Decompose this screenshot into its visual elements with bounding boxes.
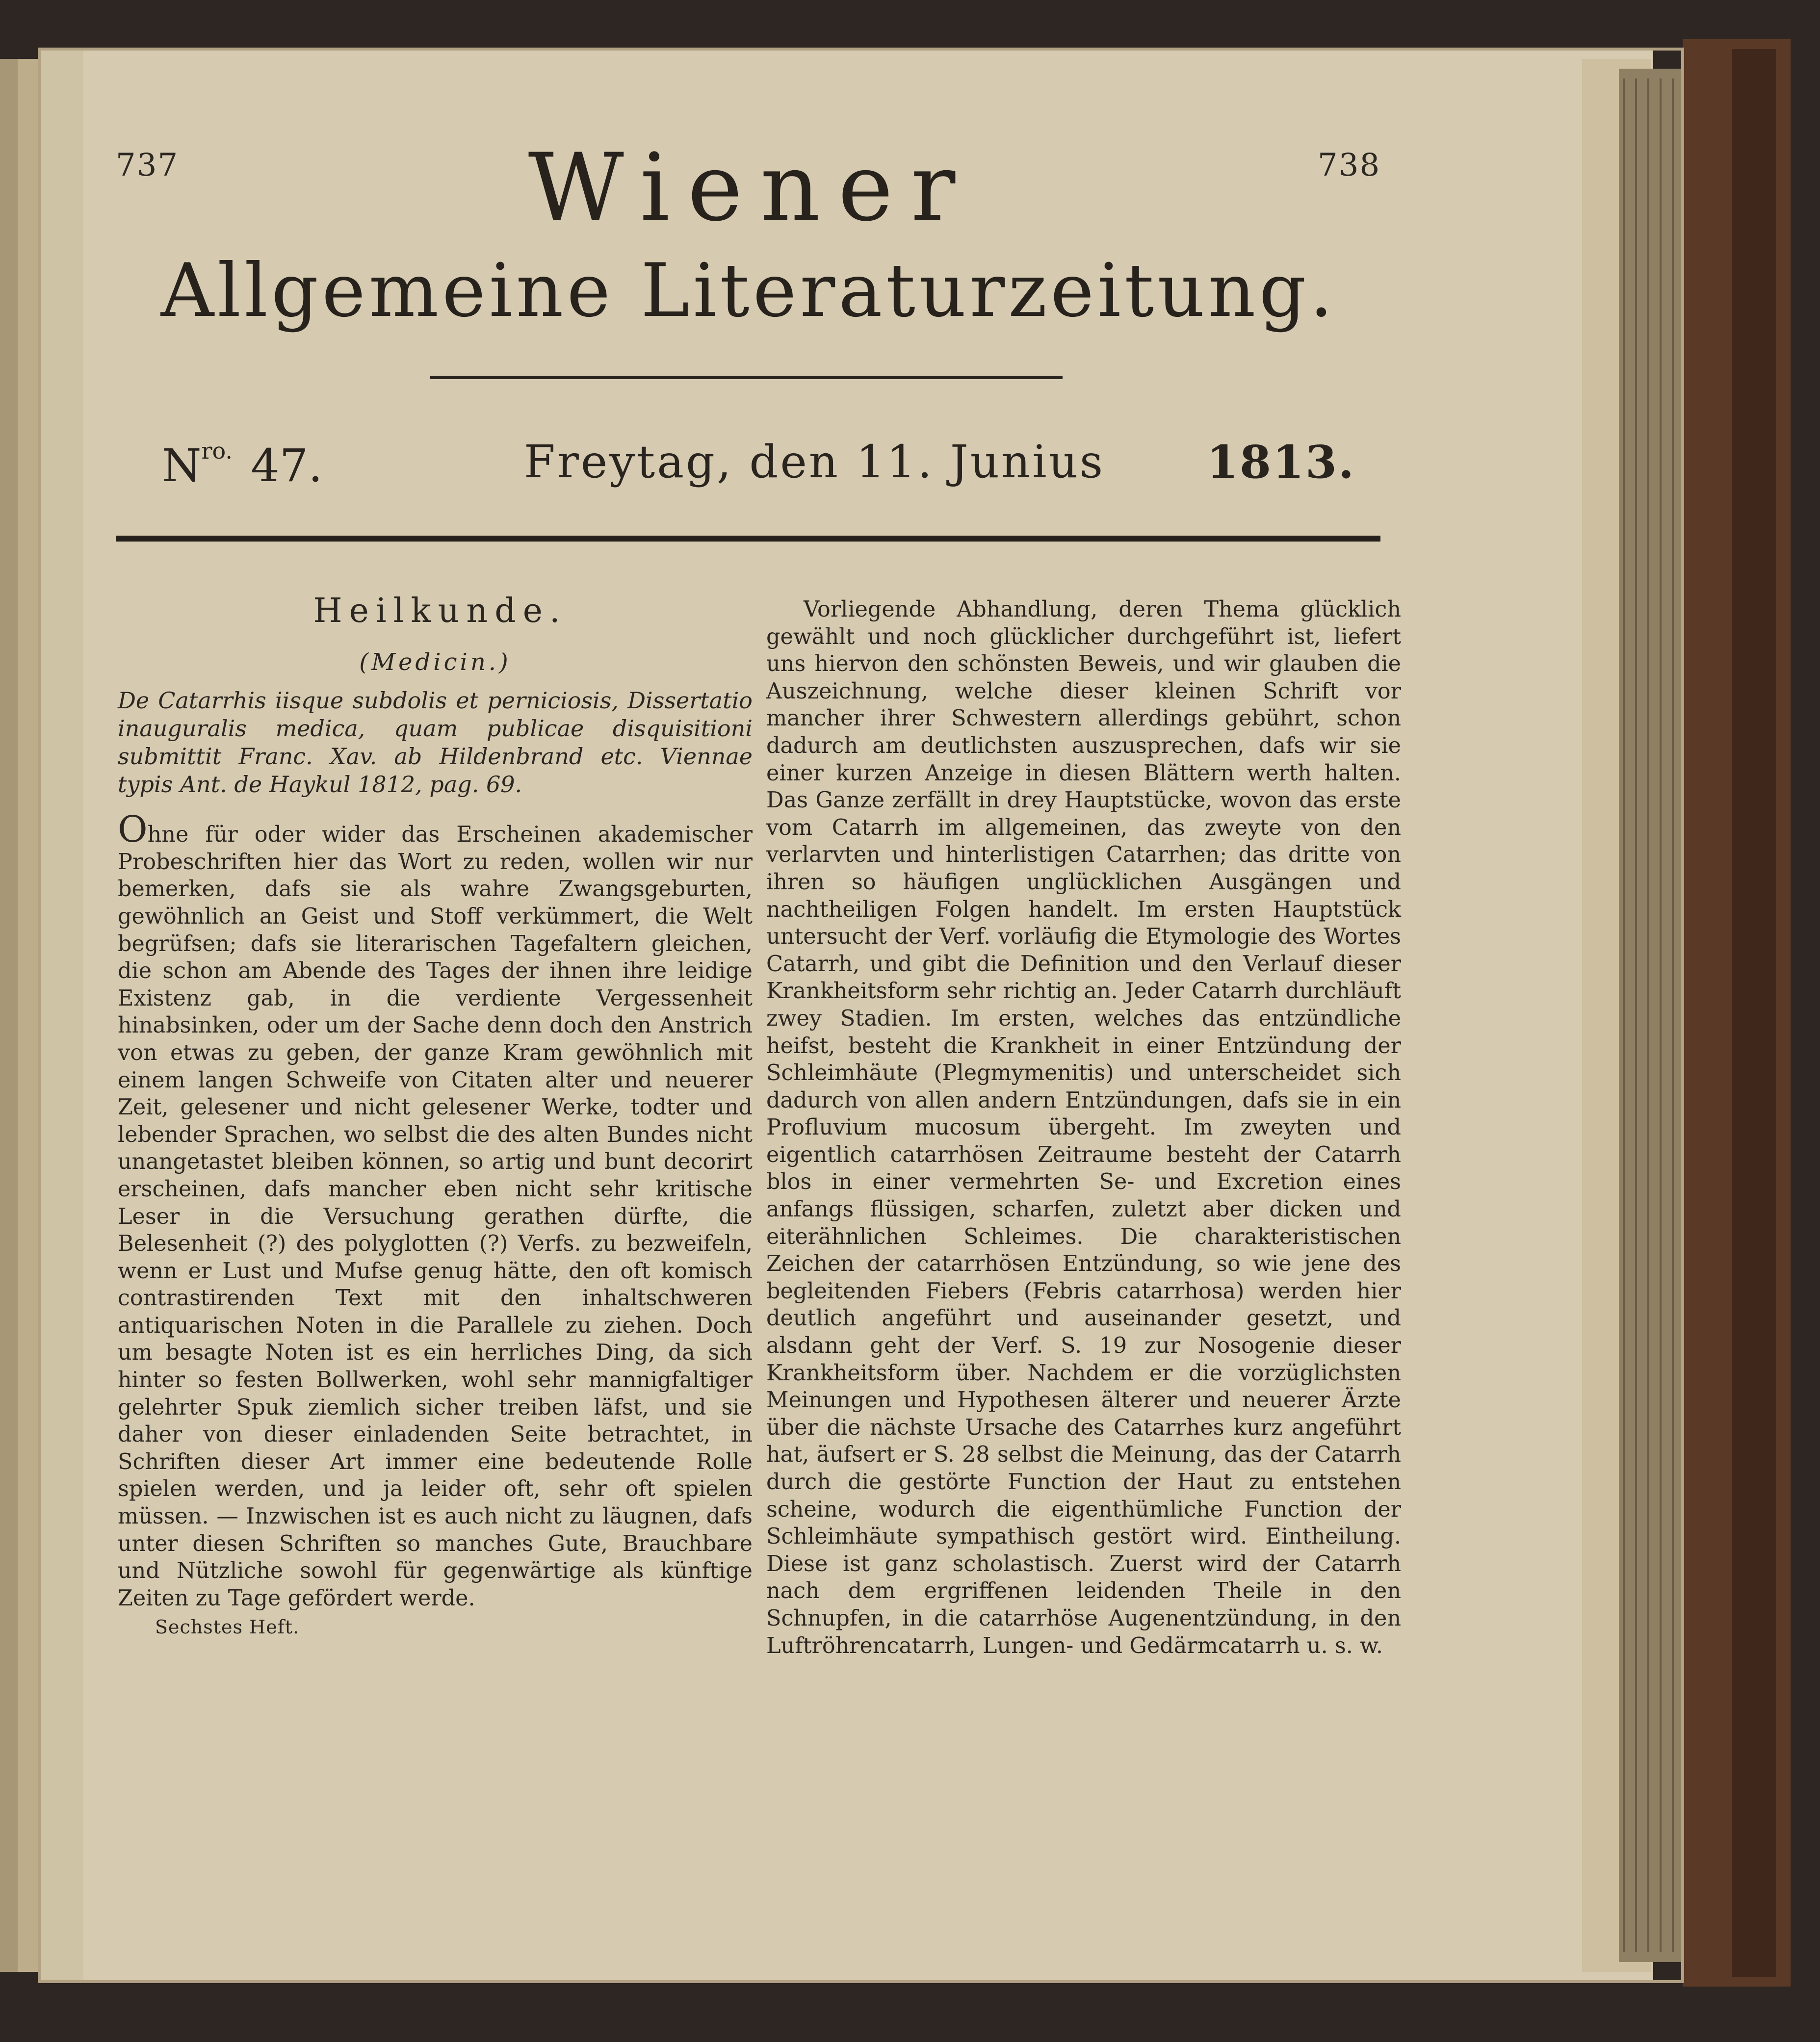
right-column [766, 596, 1401, 1659]
issue-label: N [162, 439, 202, 492]
book-citation: De Catarrhis iisque subdolis et perniciosis, Dissertatio inauguralis medica, quam publicae disquisitioni submittit Franc. Xav. ab Hildenbrand etc. Viennae typis Ant. de Haykul 1812, pag. 69. [118, 687, 753, 798]
masthead-rule [430, 376, 1063, 379]
issue-number [162, 438, 323, 492]
review-body-paragraph: Vorliegende Abhandlung, deren Thema glücklich gewählt und noch glücklicher durchgeführt ist, liefert uns hiervon den schönsten Beweis, und wir glauben die Auszeichnung, welche dieser kleinen Schrift vor mancher ihrer Schwestern allerdings gebührt, schon dadurch am deutlichsten auszusprechen, dafs wir sie einer kurzen Anzeige in diesen Blättern werth halten. Das Ganze zerfällt in drey Hauptstücke, wovon das erste vom Catarrh im allgemeinen, das zweyte von den verlarvten und hinterlistigen Catarrhen; das dritte von ihren so häufigen unglücklichen Ausgängen und nachtheiligen Folgen handelt. Im ersten Hauptstück untersucht der Verf. vorläufig die Etymologie des Wortes Catarrh, und gibt die Definition und den Verlauf dieser Krankheitsform sehr richtig an. Jeder Catarrh durchläuft zwey Stadien. Im ersten, welches das entzündliche heifst, besteht die Krankheit in einer Entzündung der Schleimhäute (Plegmymenitis) und unterscheidet sich dadurch von allen andern Entzündungen, dafs sie in ein Profluvium mucosum übergeht. Im zweyten und eigentlich catarrhösen Zeitraume besteht der Catarrh blos in einer vermehrten Se- und Excretion eines anfangs flüssigen, scharfen, zuletzt aber dicken und eiterähnlichen Schleimes. Die charakteristischen Zeichen der catarrhösen Entzündung, so wie jene des begleitenden Fiebers (Febris catarrhosa) werden hier deutlich angeführt und auseinander gesetzt, und alsdann geht der Verf. S. 19 zur Nosogenie dieser Krankheitsform über. Nachdem er die vorzüglichsten Meinungen und Hypothesen älterer und neuerer Ärzte über die nächste Ursache des Catarrhes kurz angeführt hat, äufsert er S. 28 selbst die Meinung, das der Catarrh durch die gestörte Function der Haut zu entstehen scheine, wodurch die eigenthümliche Function der Schleimhäute sympathisch gestört wird. Eintheilung. Diese ist ganz scholastisch. Zuerst wird der Catarrh nach dem ergriffenen leidenden Theile in den Schnupfen, in die catarrhöse Augenentzündung, in den Luftröhrencatarrh, Lungen- und Gedärmcatarrh u. s. w. [766, 597, 1401, 1658]
section-heading: Heilkunde. [313, 592, 567, 630]
header-rule [116, 536, 1380, 542]
issue-year: 1813. [1207, 436, 1356, 489]
left-column [118, 591, 753, 1641]
issue-label-sup: ro. [201, 438, 233, 464]
page-number-left: 737 [116, 147, 179, 183]
issue-date: Freytag, den 11. Junius [524, 436, 1105, 488]
review-intro-paragraph [118, 808, 753, 1612]
page-number-right: 738 [1318, 147, 1381, 183]
signature-mark: Sechstes Heft. [155, 1616, 300, 1638]
intro-paragraph-text: hne für oder wider das Erscheinen akademischer Probeschriften hier das Wort zu reden, wollen wir nur bemerken, dafs sie als wahre Zwangsgeburten, gewöhnlich an Geist und Stoff verkümmert, die Welt begrüfsen; dafs sie literarischen Tagefaltern gleichen, die schon am Abende des Tages der ihnen ihre leidige Existenz gab, in die verdiente Vergessenheit hinabsinken, oder um der Sache denn doch den Anstrich von etwas zu geben, der ganze Kram gewöhnlich mit einem langen Schweife von Citaten alter und neuerer Zeit, gelesener und nicht gelesener Werke, todter und lebender Sprachen, wo selbst die des alten Bundes nicht unangetastet bleiben können, so artig und bunt decorirt erscheinen, dafs mancher eben nicht sehr kritische Leser in die Versuchung gerathen dürfte, die Belesenheit (?) des polyglotten (?) Verfs. zu bezweifeln, wenn er Lust und Mufse genug hätte, den oft komisch contrastirenden Text mit den inhaltschweren antiquarischen Noten in die Parallele zu ziehen. Doch um besagte Noten ist es ein herrliches Ding, da sich hinter so festen Bollwerken, wohl sehr mannigfaltiger gelehrter Spuk ziemlich sicher treiben läfst, und sie daher von dieser einladenden Seite betrachtet, in Schriften dieser Art immer eine bedeutende Rolle spielen werden, und ja leider oft, sehr oft spielen müssen. — Inzwischen ist es auch nicht zu läugnen, dafs unter diesen Schriften so manches Gute, Brauchbare und Nützliche sowohl für gegenwärtige als künftige Zeiten zu Tage gefördert werde. [118, 822, 753, 1611]
masthead-title: Wiener [528, 133, 973, 242]
drop-initial: O [118, 808, 148, 851]
issue-number-value: 47. [251, 439, 323, 492]
section-subheading: (Medicin.) [359, 648, 511, 676]
masthead-subtitle: Allgemeine Literaturzeitung. [160, 248, 1337, 334]
